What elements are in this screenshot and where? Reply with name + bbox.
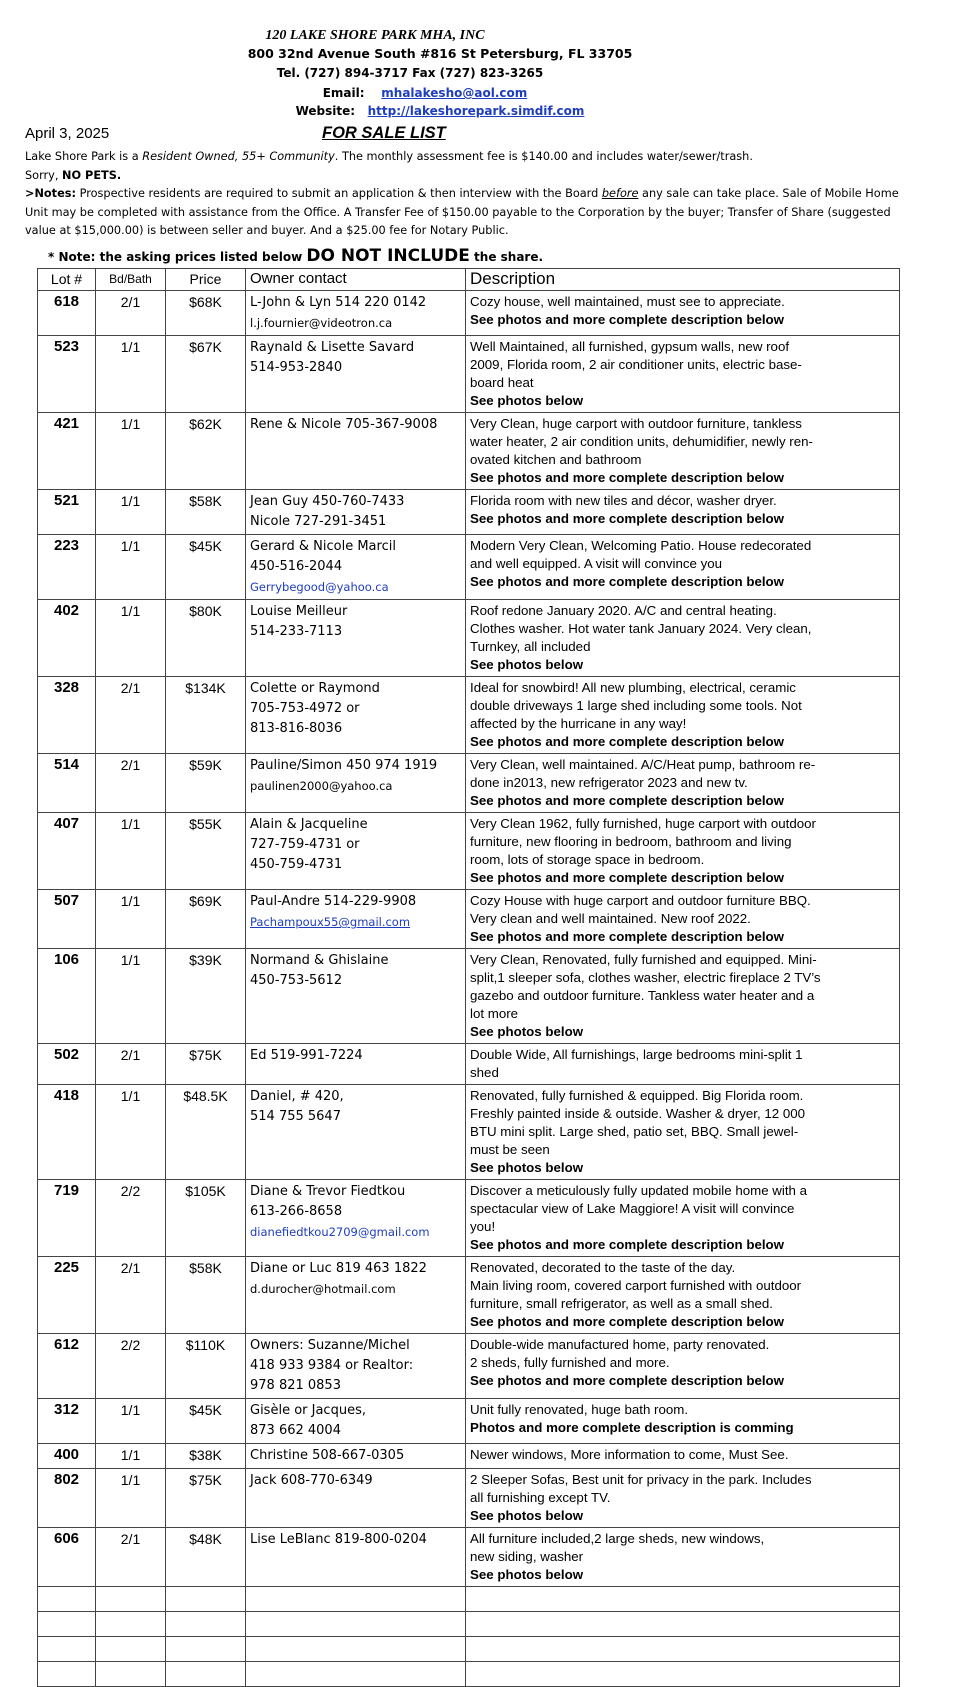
lot-number: 802 xyxy=(38,1469,96,1528)
description xyxy=(466,535,900,600)
bd-bath: 1/1 xyxy=(96,813,166,890)
description-line: Very Clean, Renovated, fully furnished and equipped. Mini- xyxy=(470,952,817,967)
price-note-big: DO NOT INCLUDE xyxy=(306,246,470,266)
description xyxy=(466,413,900,490)
price: $48.5K xyxy=(166,1085,246,1180)
description-line: Very Clean 1962, fully furnished, huge carport with outdoor xyxy=(470,816,816,831)
table-row xyxy=(38,1399,900,1444)
description-line: double driveways 1 large shed including some tools. Not xyxy=(470,698,802,713)
see-photos-note: See photos and more complete description below xyxy=(470,929,785,944)
owner-line: L-John & Lyn 514 220 0142 xyxy=(250,295,427,310)
price: $68K xyxy=(166,291,246,336)
owner-contact xyxy=(246,1085,466,1180)
owner-line: 418 933 9384 or Realtor: xyxy=(250,1358,414,1373)
price: $58K xyxy=(166,1257,246,1334)
bd-bath: 1/1 xyxy=(96,890,166,949)
description-line: Main living room, covered carport furnished with outdoor xyxy=(470,1278,802,1293)
description-line: Roof redone January 2020. A/C and central heating. xyxy=(470,603,777,618)
description-line: Cozy House with huge carport and outdoor furniture BBQ. xyxy=(470,893,811,908)
description xyxy=(466,1044,900,1085)
description-line: lot more xyxy=(470,1006,519,1021)
owner-line: Diane or Luc 819 463 1822 xyxy=(250,1261,427,1276)
owner-line: Ed 519-991-7224 xyxy=(250,1048,363,1063)
owner-email[interactable]: Pachampoux55@gmail.com xyxy=(250,915,411,929)
description xyxy=(466,949,900,1044)
description-line: board heat xyxy=(470,375,534,390)
bd-bath: 1/1 xyxy=(96,490,166,535)
org-email-line xyxy=(0,86,905,100)
bd-bath: 1/1 xyxy=(96,535,166,600)
see-photos-note: See photos and more complete description below xyxy=(470,574,785,589)
description-line: 2009, Florida room, 2 air conditioner units, electric base- xyxy=(470,357,802,372)
description xyxy=(466,890,900,949)
owner-line: Gisèle or Jacques, xyxy=(250,1403,366,1418)
table-row xyxy=(38,490,900,535)
owner-line: Louise Meilleur xyxy=(250,604,348,619)
description-line: and well equipped. A visit will convince you xyxy=(470,556,723,571)
org-address: 800 32nd Avenue South #816 St Petersburg, FL 33705 xyxy=(247,46,633,61)
owner-line: Diane & Trevor Fiedtkou xyxy=(250,1184,406,1199)
table-row xyxy=(38,291,900,336)
owner-contact xyxy=(246,1334,466,1399)
lot-number: 618 xyxy=(38,291,96,336)
owner-email[interactable]: paulinen2000@yahoo.ca xyxy=(250,779,393,793)
bd-bath: 1/1 xyxy=(96,1469,166,1528)
table-row xyxy=(38,1085,900,1180)
bd-bath: 2/2 xyxy=(96,1334,166,1399)
see-photos-note: See photos and more complete description below xyxy=(470,734,785,749)
lot-number: 523 xyxy=(38,336,96,413)
description xyxy=(466,1085,900,1180)
owner-line: Rene & Nicole 705-367-9008 xyxy=(250,417,438,432)
description xyxy=(466,1444,900,1469)
price: $110K xyxy=(166,1334,246,1399)
col-description: Description xyxy=(466,269,900,291)
description-line: Newer windows, More information to come, Must See. xyxy=(470,1447,789,1462)
table-row xyxy=(38,1334,900,1399)
description xyxy=(466,677,900,754)
empty-row xyxy=(38,1637,900,1662)
empty-cell xyxy=(466,1587,900,1612)
website-link[interactable]: http://lakeshorepark.simdif.com xyxy=(367,104,585,118)
empty-row xyxy=(38,1612,900,1637)
description-line: 2 Sleeper Sofas, Best unit for privacy in the park. Includes xyxy=(470,1472,812,1487)
org-name: 120 LAKE SHORE PARK MHA, INC xyxy=(265,28,485,43)
see-photos-note: See photos below xyxy=(470,393,584,408)
lot-number: 400 xyxy=(38,1444,96,1469)
lot-number: 418 xyxy=(38,1085,96,1180)
price: $38K xyxy=(166,1444,246,1469)
description-line: Renovated, fully furnished & equipped. Big Florida room. xyxy=(470,1088,804,1103)
bd-bath: 1/1 xyxy=(96,1085,166,1180)
description-line: Double-wide manufactured home, party renovated. xyxy=(470,1337,770,1352)
bd-bath: 1/1 xyxy=(96,1399,166,1444)
empty-cell xyxy=(466,1612,900,1637)
org-phone: Tel. (727) 894-3717 Fax (727) 823-3265 xyxy=(276,66,544,80)
description-line: water heater, 2 air condition units, dehumidifier, newly ren- xyxy=(470,434,813,449)
email-link[interactable]: mhalakesho@aol.com xyxy=(381,86,528,100)
description xyxy=(466,336,900,413)
see-photos-note: Photos and more complete description is comming xyxy=(470,1420,794,1435)
empty-cell xyxy=(246,1587,466,1612)
see-photos-note: See photos below xyxy=(470,1508,584,1523)
description xyxy=(466,1528,900,1587)
price: $69K xyxy=(166,890,246,949)
intro-line1-a: Lake Shore Park is a xyxy=(25,150,143,163)
empty-cell xyxy=(246,1637,466,1662)
owner-line: Jean Guy 450-760-7433 xyxy=(250,494,405,509)
description-line: Discover a meticulously fully updated mobile home with a xyxy=(470,1183,808,1198)
owner-contact xyxy=(246,1469,466,1528)
description xyxy=(466,754,900,813)
bd-bath: 1/1 xyxy=(96,600,166,677)
table-row xyxy=(38,1528,900,1587)
owner-line: Daniel, # 420, xyxy=(250,1089,344,1104)
price: $45K xyxy=(166,535,246,600)
owner-line: Owners: Suzanne/Michel xyxy=(250,1338,410,1353)
intro-line1-em: Resident Owned, 55+ Community xyxy=(142,150,335,163)
price: $105K xyxy=(166,1180,246,1257)
owner-contact xyxy=(246,949,466,1044)
intro-line2-a: Sorry, xyxy=(25,168,63,182)
lot-number: 514 xyxy=(38,754,96,813)
owner-line: Paul-Andre 514-229-9908 xyxy=(250,894,417,909)
empty-cell xyxy=(96,1587,166,1612)
empty-row xyxy=(38,1587,900,1612)
price: $75K xyxy=(166,1469,246,1528)
empty-cell xyxy=(246,1662,466,1687)
owner-line: Nicole 727-291-3451 xyxy=(250,514,387,529)
price-note-b: the share. xyxy=(469,250,544,264)
owner-line: 450-759-4731 xyxy=(250,857,343,872)
see-photos-note: See photos and more complete description below xyxy=(470,511,785,526)
lot-number: 328 xyxy=(38,677,96,754)
owner-line: Christine 508-667-0305 xyxy=(250,1448,405,1463)
description-line: ovated kitchen and bathroom xyxy=(470,452,642,467)
description xyxy=(466,291,900,336)
description-line: spectacular view of Lake Maggiore! A visit will convince xyxy=(470,1201,795,1216)
description-line: furniture, small refrigerator, as well as a small shed. xyxy=(470,1296,773,1311)
col-lot: Lot # xyxy=(38,269,96,291)
for-sale-table xyxy=(37,268,900,1687)
empty-cell xyxy=(96,1637,166,1662)
bd-bath: 1/1 xyxy=(96,949,166,1044)
lot-number: 106 xyxy=(38,949,96,1044)
owner-line: Colette or Raymond xyxy=(250,681,380,696)
description-line: Modern Very Clean, Welcoming Patio. House redecorated xyxy=(470,538,812,553)
bd-bath: 1/1 xyxy=(96,1444,166,1469)
description-line: you! xyxy=(470,1219,496,1234)
empty-cell xyxy=(166,1587,246,1612)
owner-line: 727-759-4731 or xyxy=(250,837,360,852)
bd-bath: 2/1 xyxy=(96,1044,166,1085)
price: $55K xyxy=(166,813,246,890)
description-line: affected by the hurricane in any way! xyxy=(470,716,687,731)
owner-contact xyxy=(246,890,466,949)
empty-cell xyxy=(166,1662,246,1687)
owner-line: Gerard & Nicole Marcil xyxy=(250,539,396,554)
email-label: Email: xyxy=(322,86,365,100)
description xyxy=(466,813,900,890)
owner-line: Alain & Jacqueline xyxy=(250,817,368,832)
owner-line: Pauline/Simon 450 974 1919 xyxy=(250,758,438,773)
description xyxy=(466,1257,900,1334)
table-row xyxy=(38,336,900,413)
lot-number: 312 xyxy=(38,1399,96,1444)
bd-bath: 2/1 xyxy=(96,291,166,336)
lot-number: 407 xyxy=(38,813,96,890)
lot-number: 507 xyxy=(38,890,96,949)
empty-cell xyxy=(96,1662,166,1687)
lot-number: 225 xyxy=(38,1257,96,1334)
lot-number: 606 xyxy=(38,1528,96,1587)
price: $134K xyxy=(166,677,246,754)
table-row xyxy=(38,890,900,949)
description xyxy=(466,1334,900,1399)
table-row xyxy=(38,600,900,677)
bd-bath: 2/1 xyxy=(96,677,166,754)
description-line: Turnkey, all included xyxy=(470,639,591,654)
description-line: furniture, new flooring in bedroom, bathroom and living xyxy=(470,834,792,849)
description xyxy=(466,1399,900,1444)
notes-em: before xyxy=(601,187,639,201)
empty-cell xyxy=(38,1612,96,1637)
col-bdbath: Bd/Bath xyxy=(96,269,166,291)
description-line: All furniture included,2 large sheds, new windows, xyxy=(470,1531,765,1546)
table-row xyxy=(38,1257,900,1334)
see-photos-note: See photos below xyxy=(470,1160,584,1175)
see-photos-note: See photos and more complete description below xyxy=(470,470,785,485)
table-row xyxy=(38,1180,900,1257)
description-line: Ideal for snowbird! All new plumbing, electrical, ceramic xyxy=(470,680,796,695)
owner-line: Jack 608-770-6349 xyxy=(250,1473,373,1488)
owner-contact xyxy=(246,1180,466,1257)
description-line: Well Maintained, all furnished, gypsum walls, new roof xyxy=(470,339,790,354)
lot-number: 402 xyxy=(38,600,96,677)
owner-contact xyxy=(246,490,466,535)
empty-cell xyxy=(166,1637,246,1662)
description-line: Double Wide, All furnishings, large bedrooms mini-split 1 xyxy=(470,1047,803,1062)
empty-cell xyxy=(466,1662,900,1687)
owner-line: 873 662 4004 xyxy=(250,1423,341,1438)
owner-contact xyxy=(246,1528,466,1587)
bd-bath: 2/2 xyxy=(96,1180,166,1257)
empty-cell xyxy=(246,1612,466,1637)
table-row xyxy=(38,1044,900,1085)
description-line: split,1 sleeper sofa, clothes washer, electric fireplace 2 TV’s xyxy=(470,970,821,985)
description-line: Clothes washer. Hot water tank January 2024. Very clean, xyxy=(470,621,812,636)
description-line: Unit fully renovated, huge bath room. xyxy=(470,1402,689,1417)
owner-line: 450-516-2044 xyxy=(250,559,343,574)
description-line: 2 sheds, fully furnished and more. xyxy=(470,1355,670,1370)
table-row xyxy=(38,813,900,890)
description-line: gazebo and outdoor furniture. Tankless water heater and a xyxy=(470,988,815,1003)
owner-line: 813-816-8036 xyxy=(250,721,343,736)
description-line: Very clean and well maintained. New roof 2022. xyxy=(470,911,751,926)
see-photos-note: See photos and more complete description below xyxy=(470,312,785,327)
bd-bath: 2/1 xyxy=(96,1257,166,1334)
price: $62K xyxy=(166,413,246,490)
table-row xyxy=(38,535,900,600)
description-line: new siding, washer xyxy=(470,1549,584,1564)
table-row xyxy=(38,677,900,754)
owner-contact xyxy=(246,413,466,490)
list-date: April 3, 2025 xyxy=(25,125,110,142)
description xyxy=(466,600,900,677)
lot-number: 421 xyxy=(38,413,96,490)
price: $80K xyxy=(166,600,246,677)
lot-number: 612 xyxy=(38,1334,96,1399)
description-line: done in2013, new refrigerator 2023 and new tv. xyxy=(470,775,748,790)
page-title: FOR SALE LIST xyxy=(322,124,446,142)
empty-cell xyxy=(166,1612,246,1637)
see-photos-note: See photos and more complete description below xyxy=(470,793,785,808)
see-photos-note: See photos and more complete description below xyxy=(470,1314,785,1329)
owner-contact xyxy=(246,1044,466,1085)
lot-number: 719 xyxy=(38,1180,96,1257)
see-photos-note: See photos below xyxy=(470,1024,584,1039)
col-price: Price xyxy=(166,269,246,291)
description-line: room, lots of storage space in bedroom. xyxy=(470,852,705,867)
table-row xyxy=(38,413,900,490)
owner-contact xyxy=(246,291,466,336)
owner-line: Normand & Ghislaine xyxy=(250,953,389,968)
description-line: Florida room with new tiles and décor, washer dryer. xyxy=(470,493,777,508)
description-line: BTU mini split. Large shed, patio set, BBQ. Small jewel- xyxy=(470,1124,799,1139)
owner-line: 705-753-4972 or xyxy=(250,701,360,716)
org-website-line xyxy=(0,104,920,118)
owner-contact xyxy=(246,754,466,813)
owner-line: 450-753-5612 xyxy=(250,973,343,988)
bd-bath: 1/1 xyxy=(96,336,166,413)
lot-number: 521 xyxy=(38,490,96,535)
owner-line: 978 821 0853 xyxy=(250,1378,341,1393)
table-row xyxy=(38,754,900,813)
description-line: Very Clean, well maintained. A/C/Heat pump, bathroom re- xyxy=(470,757,816,772)
table-row xyxy=(38,1469,900,1528)
price: $75K xyxy=(166,1044,246,1085)
owner-line: 514-233-7113 xyxy=(250,624,343,639)
intro-text xyxy=(25,148,905,241)
bd-bath: 2/1 xyxy=(96,754,166,813)
bd-bath: 1/1 xyxy=(96,413,166,490)
owner-email[interactable]: d.durocher@hotmail.com xyxy=(250,1282,396,1296)
see-photos-note: See photos below xyxy=(470,1567,584,1582)
no-pets: NO PETS. xyxy=(62,168,122,182)
price: $58K xyxy=(166,490,246,535)
owner-line: Raynald & Lisette Savard xyxy=(250,340,415,355)
notes-label: >Notes: xyxy=(25,187,76,201)
owner-line: 613-266-8658 xyxy=(250,1204,343,1219)
owner-line: 514 755 5647 xyxy=(250,1109,341,1124)
lot-number: 223 xyxy=(38,535,96,600)
see-photos-note: See photos and more complete description below xyxy=(470,1237,785,1252)
description-line: Very Clean, huge carport with outdoor furniture, tankless xyxy=(470,416,802,431)
owner-email[interactable]: dianefiedtkou2709@gmail.com xyxy=(250,1225,430,1239)
price: $48K xyxy=(166,1528,246,1587)
owner-contact xyxy=(246,1444,466,1469)
bd-bath: 2/1 xyxy=(96,1528,166,1587)
owner-contact xyxy=(246,677,466,754)
price: $59K xyxy=(166,754,246,813)
price: $67K xyxy=(166,336,246,413)
empty-cell xyxy=(96,1612,166,1637)
price: $39K xyxy=(166,949,246,1044)
owner-contact xyxy=(246,535,466,600)
see-photos-note: See photos and more complete description below xyxy=(470,1373,785,1388)
owner-contact xyxy=(246,600,466,677)
table-row xyxy=(38,1444,900,1469)
price-note-a: * Note: the asking prices listed below xyxy=(48,250,307,264)
see-photos-note: See photos below xyxy=(470,657,584,672)
owner-contact xyxy=(246,1399,466,1444)
description-line: must be seen xyxy=(470,1142,550,1157)
description xyxy=(466,1469,900,1528)
price-note xyxy=(48,246,543,266)
empty-row xyxy=(38,1662,900,1687)
table-header-row xyxy=(38,269,900,291)
lot-number: 502 xyxy=(38,1044,96,1085)
empty-cell xyxy=(38,1587,96,1612)
empty-cell xyxy=(466,1637,900,1662)
col-owner: Owner contact xyxy=(246,269,466,291)
notes-b: any sale can take place. Sale of Mobile Home Unit may be completed with assistance from the Office. A Transfer Fee of $150.00 payable to the Corporation by the buyer; Transfer of Share (suggested value at $15,000.00) is between seller and buyer. And a $25.00 fee for Notary Public. xyxy=(25,187,899,238)
owner-email[interactable]: Gerrybegood@yahoo.ca xyxy=(250,580,389,594)
description-line: shed xyxy=(470,1065,499,1080)
description xyxy=(466,490,900,535)
empty-cell xyxy=(38,1637,96,1662)
empty-cell xyxy=(38,1662,96,1687)
table-row xyxy=(38,949,900,1044)
see-photos-note: See photos and more complete description below xyxy=(470,870,785,885)
description-line: all furnishing except TV. xyxy=(470,1490,611,1505)
owner-contact xyxy=(246,813,466,890)
owner-contact xyxy=(246,1257,466,1334)
price: $45K xyxy=(166,1399,246,1444)
owner-line: 514-953-2840 xyxy=(250,360,343,375)
notes-a: Prospective residents are required to submit an application & then interview with the Board xyxy=(76,187,602,201)
owner-contact xyxy=(246,336,466,413)
description-line: Renovated, decorated to the taste of the day. xyxy=(470,1260,736,1275)
description xyxy=(466,1180,900,1257)
owner-line: Lise LeBlanc 819-800-0204 xyxy=(250,1532,427,1547)
owner-email[interactable]: l.j.fournier@videotron.ca xyxy=(250,316,393,330)
description-line: Cozy house, well maintained, must see to appreciate. xyxy=(470,294,785,309)
intro-line1-b: . The monthly assessment fee is $140.00 and includes water/sewer/trash. xyxy=(334,150,753,163)
website-label: Website: xyxy=(295,104,356,118)
description-line: Freshly painted inside & outside. Washer & dryer, 12 000 xyxy=(470,1106,806,1121)
